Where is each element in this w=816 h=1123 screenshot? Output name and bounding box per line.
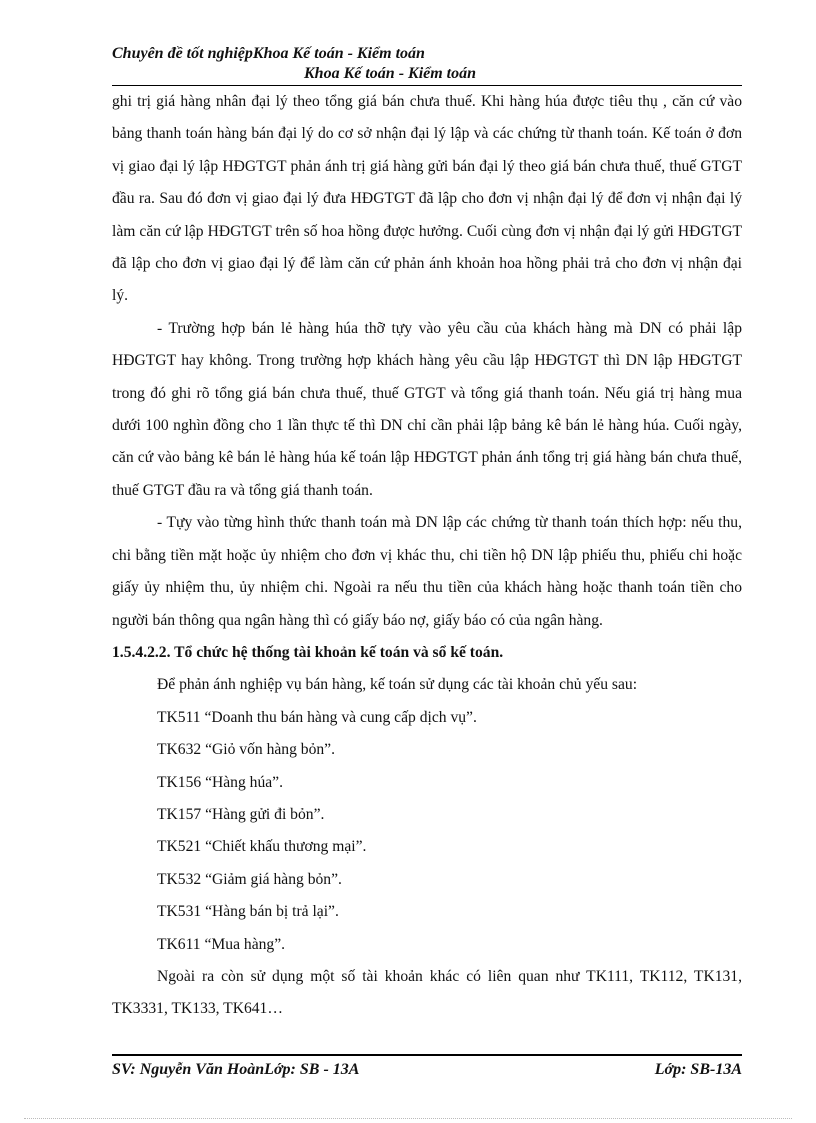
account-item: TK156 “Hàng húa”.: [157, 773, 284, 791]
section-heading: 1.5.4.2.2. Tổ chức hệ thống tài khoản kế toán và sổ kế toán.: [112, 643, 504, 661]
account-item: TK511 “Doanh thu bán hàng và cung cấp dịch vụ”.: [157, 708, 477, 726]
account-item: TK521 “Chiết khấu thương mại”.: [157, 838, 367, 856]
account-item: TK157 “Hàng gửi đi bỏn”.: [157, 805, 325, 823]
paragraph-accounts-intro: Để phản ánh nghiệp vụ bán hàng, kế toán sử dụng các tài khoản chủ yếu sau:: [157, 676, 638, 694]
paragraph-other-accounts: Ngoài ra còn sử dụng một số tài khoản khác có liên quan như TK111, TK112, TK131, TK3331, TK133, TK641…: [112, 967, 742, 1018]
account-item: TK611 “Mua hàng”.: [157, 935, 286, 953]
footer-class: Lớp: SB-13A: [654, 1061, 742, 1078]
account-item: TK532 “Giảm giá hàng bỏn”.: [157, 870, 342, 888]
paragraph-retail-sales: - Trường hợp bán lẻ hàng húa thỡ tựy vào yêu cầu của khách hàng mà DN có phải lập HĐGTGT hay không. Trong trường hợp khách hàng yêu cầu lập HĐGTGT thì DN lập HĐGTGT trong đó ghi rõ tổng giá bán chưa thuế, thuế GTGT và tổng giá thanh toán. Nếu giá trị hàng mua dưới 100 nghìn đồng cho 1 lần thực tế thì DN chỉ cần phải lập bảng kê bán lẻ hàng húa. Cuối ngày, căn cứ vào bảng kê bán lẻ hàng húa kế toán lập HĐGTGT phản ánh tổng trị giá hàng bán chưa thuế, thuế GTGT đầu ra và tổng giá thanh toán.: [112, 319, 742, 499]
header-line-1: Chuyên đề tốt nghiệpKhoa Kế toán - Kiểm toán: [112, 45, 425, 62]
page-bottom-border: [24, 1118, 792, 1119]
header-line-2: Khoa Kế toán - Kiểm toán: [304, 65, 477, 82]
account-list: [112, 702, 742, 961]
paragraph-consignment: ghi trị giá hàng nhân đại lý theo tổng giá bán chưa thuế. Khi hàng húa được tiêu thụ , căn cứ vào bảng thanh toán hàng bán đại lý do cơ sở nhận đại lý lập và các chứng từ thanh toán. Kế toán ở đơn vị giao đại lý lập HĐGTGT phản ánh trị giá hàng gửi bán đại lý theo giá bán chưa thuế, thuế GTGT đầu ra. Sau đó đơn vị giao đại lý đưa HĐGTGT đã lập cho đơn vị nhận đại lý để đơn vị nhận đại lý làm căn cứ lập HĐGTGT trên số hoa hồng được hưởng. Cuối cùng đơn vị nhận đại lý gửi HĐGTGT đã lập cho đơn vị giao đại lý để làm căn cứ phản ánh khoản hoa hồng phải trả cho đơn vị nhận đại lý.: [112, 93, 742, 305]
account-item: TK632 “Giỏ vốn hàng bỏn”.: [157, 741, 335, 759]
account-item: TK531 “Hàng bán bị trả lại”.: [157, 903, 339, 921]
paragraph-payment-documents: - Tựy vào từng hình thức thanh toán mà DN lập các chứng từ thanh toán thích hợp: nếu thu, chi bằng tiền mặt hoặc ủy nhiệm cho đơn vị khác thu, chi tiền hộ DN lập phiếu thu, phiếu chi hoặc giấy ủy nhiệm thu, ủy nhiệm chi. Ngoài ra nếu thu tiền của khách hàng hoặc thanh toán tiền cho người bán thông qua ngân hàng thì có giấy báo nợ, giấy báo có của ngân hàng.: [112, 514, 742, 629]
document-body: [112, 86, 742, 1026]
footer-student: SV: Nguyễn Văn HoànLớp: SB - 13A: [112, 1061, 360, 1078]
footer-divider: [112, 1054, 742, 1056]
page-header: [112, 44, 742, 84]
